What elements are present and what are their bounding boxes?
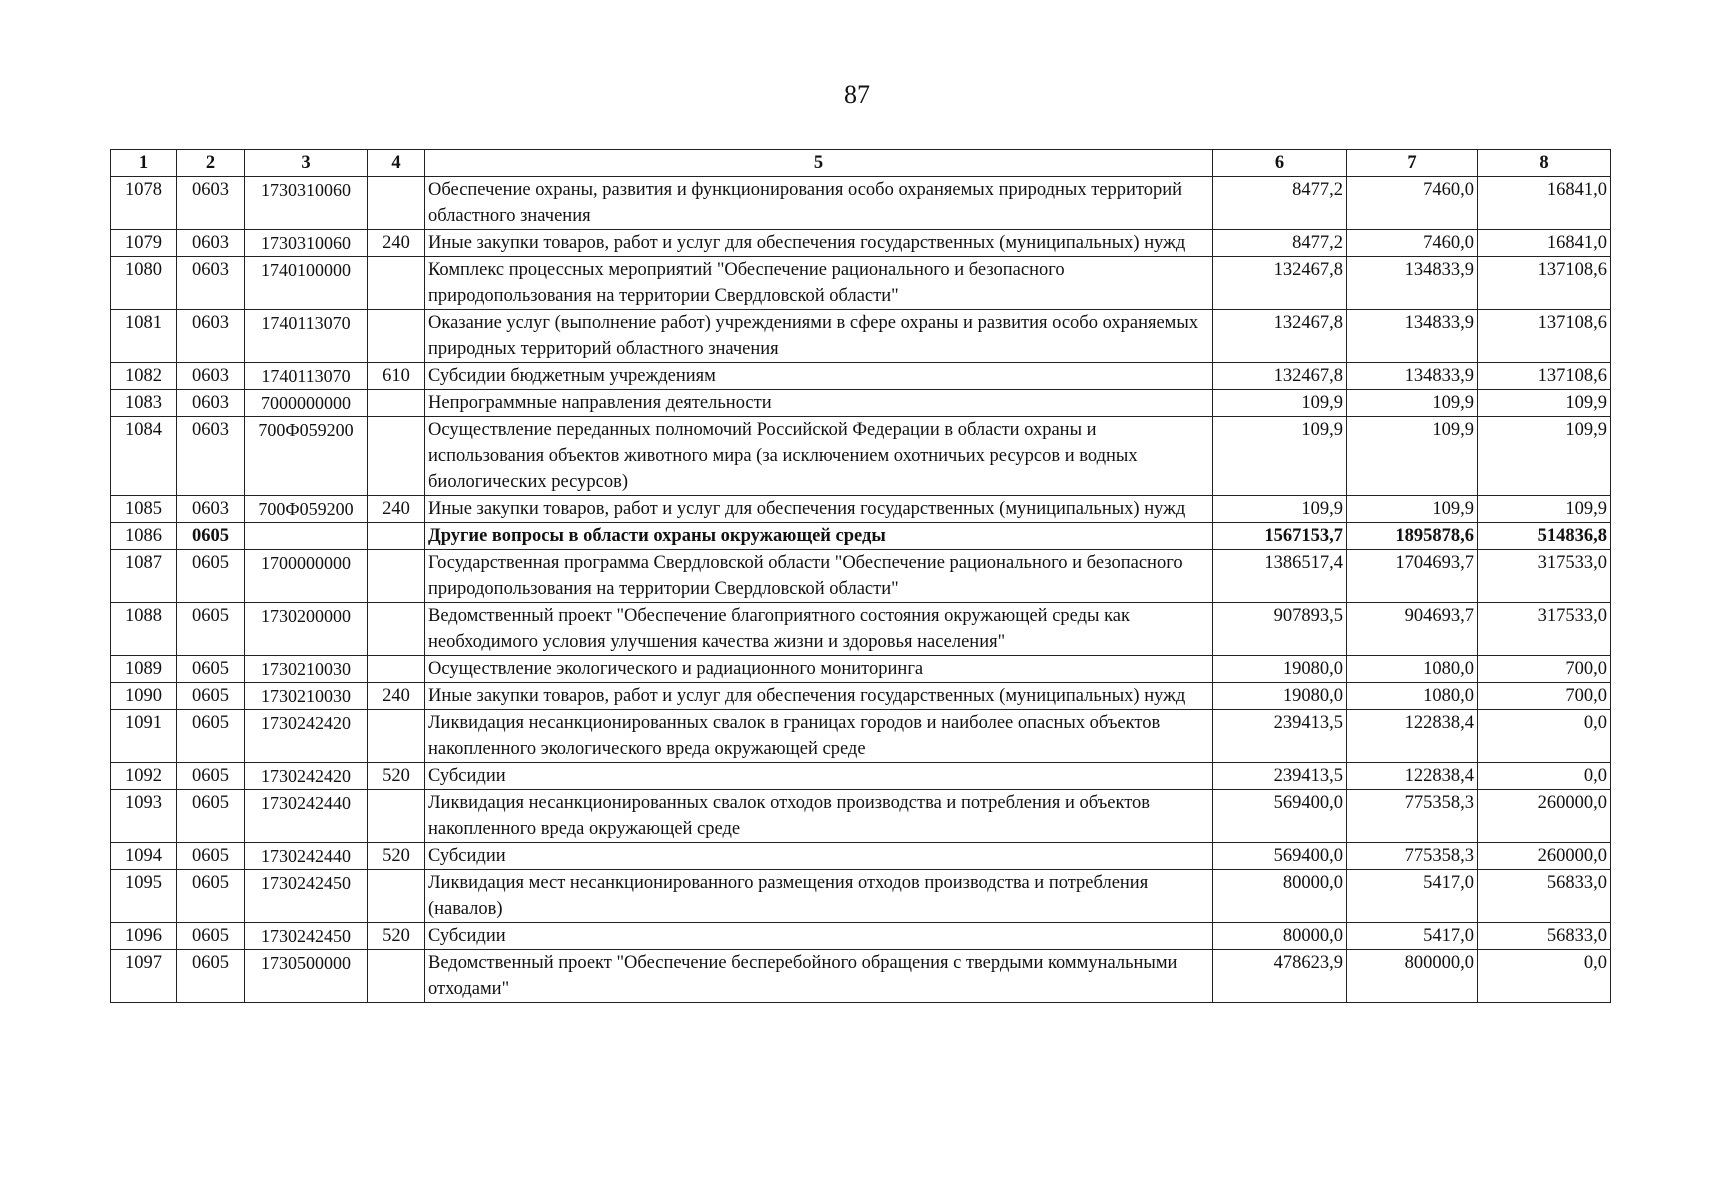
amount-column-7-cell: 7460,0 xyxy=(1347,177,1478,230)
amount-column-8-cell: 0,0 xyxy=(1478,763,1611,790)
target-article-cell: 1730242440 xyxy=(245,843,368,870)
row-number-cell: 1092 xyxy=(111,763,177,790)
amount-column-6-cell: 132467,8 xyxy=(1213,363,1347,390)
amount-column-7-cell: 134833,9 xyxy=(1347,310,1478,363)
target-article-cell: 7000000000 xyxy=(245,390,368,417)
amount-column-8-cell: 56833,0 xyxy=(1478,923,1611,950)
column-number-header: 7 xyxy=(1347,150,1478,177)
expense-type-cell xyxy=(368,550,425,603)
table-row xyxy=(111,417,1611,496)
table-row xyxy=(111,603,1611,656)
amount-column-7-cell: 904693,7 xyxy=(1347,603,1478,656)
table-row xyxy=(111,950,1611,1003)
target-article-cell: 700Ф059200 xyxy=(245,417,368,496)
expense-type-cell xyxy=(368,656,425,683)
column-number-header: 8 xyxy=(1478,150,1611,177)
column-number-header: 4 xyxy=(368,150,425,177)
row-number-cell: 1097 xyxy=(111,950,177,1003)
item-name-cell: Субсидии xyxy=(425,923,1213,950)
table-row xyxy=(111,923,1611,950)
item-name-cell: Субсидии xyxy=(425,763,1213,790)
amount-column-8-cell: 16841,0 xyxy=(1478,177,1611,230)
table-row xyxy=(111,656,1611,683)
amount-column-8-cell: 137108,6 xyxy=(1478,310,1611,363)
expense-type-cell xyxy=(368,417,425,496)
expense-type-cell xyxy=(368,177,425,230)
amount-column-6-cell: 239413,5 xyxy=(1213,763,1347,790)
amount-column-7-cell: 122838,4 xyxy=(1347,763,1478,790)
row-number-cell: 1088 xyxy=(111,603,177,656)
row-number-cell: 1089 xyxy=(111,656,177,683)
table-row xyxy=(111,870,1611,923)
item-name-cell: Ликвидация мест несанкционированного размещения отходов производства и потребления (навалов) xyxy=(425,870,1213,923)
item-name-cell: Субсидии xyxy=(425,843,1213,870)
amount-column-7-cell: 775358,3 xyxy=(1347,843,1478,870)
expense-type-cell: 240 xyxy=(368,496,425,523)
expense-type-cell xyxy=(368,523,425,550)
row-number-cell: 1083 xyxy=(111,390,177,417)
item-name-cell: Обеспечение охраны, развития и функционирования особо охраняемых природных территорий областного значения xyxy=(425,177,1213,230)
amount-column-7-cell: 109,9 xyxy=(1347,390,1478,417)
amount-column-6-cell: 907893,5 xyxy=(1213,603,1347,656)
table-row xyxy=(111,683,1611,710)
target-article-cell: 1730242420 xyxy=(245,763,368,790)
amount-column-6-cell: 80000,0 xyxy=(1213,870,1347,923)
item-name-cell: Ликвидация несанкционированных свалок в границах городов и наиболее опасных объектов накопленного экологического вреда окружающей среде xyxy=(425,710,1213,763)
budget-table xyxy=(110,149,1611,1003)
section-code-cell: 0605 xyxy=(177,870,245,923)
section-code-cell: 0605 xyxy=(177,656,245,683)
amount-column-6-cell: 239413,5 xyxy=(1213,710,1347,763)
amount-column-6-cell: 569400,0 xyxy=(1213,843,1347,870)
item-name-cell: Ведомственный проект "Обеспечение бесперебойного обращения с твердыми коммунальными отходами" xyxy=(425,950,1213,1003)
row-number-cell: 1082 xyxy=(111,363,177,390)
column-number-header: 3 xyxy=(245,150,368,177)
target-article-cell: 1730242440 xyxy=(245,790,368,843)
target-article-cell: 1730242450 xyxy=(245,923,368,950)
amount-column-7-cell: 5417,0 xyxy=(1347,870,1478,923)
item-name-cell: Осуществление экологического и радиационного мониторинга xyxy=(425,656,1213,683)
item-name-cell: Осуществление переданных полномочий Российской Федерации в области охраны и использования объектов животного мира (за исключением охотничьих ресурсов и водных биологических ресурсов) xyxy=(425,417,1213,496)
item-name-cell: Ликвидация несанкционированных свалок отходов производства и потребления и объектов накопленного вреда окружающей среде xyxy=(425,790,1213,843)
item-name-cell: Комплекс процессных мероприятий "Обеспечение рационального и безопасного природопользования на территории Свердловской области" xyxy=(425,257,1213,310)
amount-column-8-cell: 0,0 xyxy=(1478,710,1611,763)
section-code-cell: 0605 xyxy=(177,603,245,656)
amount-column-7-cell: 134833,9 xyxy=(1347,363,1478,390)
amount-column-7-cell: 5417,0 xyxy=(1347,923,1478,950)
table-row xyxy=(111,843,1611,870)
amount-column-8-cell: 0,0 xyxy=(1478,950,1611,1003)
row-number-cell: 1080 xyxy=(111,257,177,310)
column-number-header: 2 xyxy=(177,150,245,177)
expense-type-cell xyxy=(368,310,425,363)
amount-column-8-cell: 700,0 xyxy=(1478,683,1611,710)
row-number-cell: 1084 xyxy=(111,417,177,496)
table-row xyxy=(111,763,1611,790)
row-number-cell: 1081 xyxy=(111,310,177,363)
row-number-cell: 1086 xyxy=(111,523,177,550)
item-name-cell: Государственная программа Свердловской области "Обеспечение рационального и безопасного природопользования на территории Свердловской области" xyxy=(425,550,1213,603)
target-article-cell: 1740100000 xyxy=(245,257,368,310)
table-row xyxy=(111,310,1611,363)
amount-column-8-cell: 109,9 xyxy=(1478,496,1611,523)
column-number-header: 1 xyxy=(111,150,177,177)
amount-column-8-cell: 700,0 xyxy=(1478,656,1611,683)
target-article-cell: 1740113070 xyxy=(245,363,368,390)
amount-column-8-cell: 137108,6 xyxy=(1478,257,1611,310)
target-article-cell: 1730500000 xyxy=(245,950,368,1003)
amount-column-6-cell: 8477,2 xyxy=(1213,177,1347,230)
amount-column-7-cell: 1704693,7 xyxy=(1347,550,1478,603)
expense-type-cell xyxy=(368,390,425,417)
section-code-cell: 0603 xyxy=(177,310,245,363)
section-code-cell: 0605 xyxy=(177,843,245,870)
table-row xyxy=(111,363,1611,390)
item-name-cell: Другие вопросы в области охраны окружающей среды xyxy=(425,523,1213,550)
item-name-cell: Непрограммные направления деятельности xyxy=(425,390,1213,417)
amount-column-7-cell: 775358,3 xyxy=(1347,790,1478,843)
expense-type-cell: 520 xyxy=(368,763,425,790)
section-code-cell: 0605 xyxy=(177,950,245,1003)
amount-column-7-cell: 1080,0 xyxy=(1347,683,1478,710)
target-article-cell: 1730210030 xyxy=(245,656,368,683)
target-article-cell: 1730200000 xyxy=(245,603,368,656)
row-number-cell: 1091 xyxy=(111,710,177,763)
amount-column-8-cell: 260000,0 xyxy=(1478,843,1611,870)
target-article-cell: 1700000000 xyxy=(245,550,368,603)
item-name-cell: Иные закупки товаров, работ и услуг для обеспечения государственных (муниципальных) нужд xyxy=(425,496,1213,523)
item-name-cell: Иные закупки товаров, работ и услуг для обеспечения государственных (муниципальных) нужд xyxy=(425,683,1213,710)
expense-type-cell xyxy=(368,257,425,310)
amount-column-7-cell: 1080,0 xyxy=(1347,656,1478,683)
amount-column-6-cell: 132467,8 xyxy=(1213,310,1347,363)
row-number-cell: 1094 xyxy=(111,843,177,870)
amount-column-7-cell: 109,9 xyxy=(1347,496,1478,523)
item-name-cell: Субсидии бюджетным учреждениям xyxy=(425,363,1213,390)
section-code-cell: 0605 xyxy=(177,710,245,763)
row-number-cell: 1090 xyxy=(111,683,177,710)
table-row xyxy=(111,230,1611,257)
amount-column-6-cell: 478623,9 xyxy=(1213,950,1347,1003)
section-code-cell: 0603 xyxy=(177,363,245,390)
amount-column-8-cell: 109,9 xyxy=(1478,390,1611,417)
amount-column-6-cell: 109,9 xyxy=(1213,417,1347,496)
target-article-cell: 700Ф059200 xyxy=(245,496,368,523)
target-article-cell: 1740113070 xyxy=(245,310,368,363)
table-row xyxy=(111,790,1611,843)
table-row xyxy=(111,710,1611,763)
amount-column-8-cell: 16841,0 xyxy=(1478,230,1611,257)
amount-column-7-cell: 7460,0 xyxy=(1347,230,1478,257)
expense-type-cell: 520 xyxy=(368,843,425,870)
amount-column-7-cell: 109,9 xyxy=(1347,417,1478,496)
amount-column-8-cell: 137108,6 xyxy=(1478,363,1611,390)
amount-column-6-cell: 1386517,4 xyxy=(1213,550,1347,603)
amount-column-6-cell: 19080,0 xyxy=(1213,683,1347,710)
expense-type-cell xyxy=(368,603,425,656)
amount-column-7-cell: 1895878,6 xyxy=(1347,523,1478,550)
section-code-cell: 0605 xyxy=(177,923,245,950)
section-code-cell: 0605 xyxy=(177,790,245,843)
table-row xyxy=(111,550,1611,603)
row-number-cell: 1079 xyxy=(111,230,177,257)
table-body xyxy=(111,177,1611,1003)
column-number-header: 6 xyxy=(1213,150,1347,177)
row-number-cell: 1085 xyxy=(111,496,177,523)
amount-column-6-cell: 109,9 xyxy=(1213,390,1347,417)
amount-column-6-cell: 1567153,7 xyxy=(1213,523,1347,550)
amount-column-8-cell: 260000,0 xyxy=(1478,790,1611,843)
item-name-cell: Ведомственный проект "Обеспечение благоприятного состояния окружающей среды как необходимого условия улучшения качества жизни и здоровья населения" xyxy=(425,603,1213,656)
row-number-cell: 1095 xyxy=(111,870,177,923)
section-code-cell: 0605 xyxy=(177,683,245,710)
item-name-cell: Иные закупки товаров, работ и услуг для обеспечения государственных (муниципальных) нужд xyxy=(425,230,1213,257)
amount-column-6-cell: 80000,0 xyxy=(1213,923,1347,950)
expense-type-cell: 520 xyxy=(368,923,425,950)
expense-type-cell xyxy=(368,790,425,843)
table-row xyxy=(111,523,1611,550)
target-article-cell xyxy=(245,523,368,550)
table-row xyxy=(111,496,1611,523)
section-code-cell: 0603 xyxy=(177,177,245,230)
expense-type-cell: 240 xyxy=(368,683,425,710)
row-number-cell: 1087 xyxy=(111,550,177,603)
section-code-cell: 0605 xyxy=(177,523,245,550)
expense-type-cell xyxy=(368,710,425,763)
amount-column-7-cell: 122838,4 xyxy=(1347,710,1478,763)
amount-column-6-cell: 132467,8 xyxy=(1213,257,1347,310)
section-code-cell: 0603 xyxy=(177,390,245,417)
amount-column-7-cell: 800000,0 xyxy=(1347,950,1478,1003)
column-number-header: 5 xyxy=(425,150,1213,177)
amount-column-8-cell: 514836,8 xyxy=(1478,523,1611,550)
amount-column-8-cell: 317533,0 xyxy=(1478,550,1611,603)
amount-column-7-cell: 134833,9 xyxy=(1347,257,1478,310)
item-name-cell: Оказание услуг (выполнение работ) учреждениями в сфере охраны и развития особо охраняемых природных территорий областного значения xyxy=(425,310,1213,363)
target-article-cell: 1730242420 xyxy=(245,710,368,763)
expense-type-cell: 240 xyxy=(368,230,425,257)
table-row xyxy=(111,257,1611,310)
row-number-cell: 1078 xyxy=(111,177,177,230)
amount-column-8-cell: 56833,0 xyxy=(1478,870,1611,923)
amount-column-8-cell: 109,9 xyxy=(1478,417,1611,496)
row-number-cell: 1096 xyxy=(111,923,177,950)
section-code-cell: 0605 xyxy=(177,763,245,790)
expense-type-cell xyxy=(368,870,425,923)
section-code-cell: 0603 xyxy=(177,257,245,310)
target-article-cell: 1730210030 xyxy=(245,683,368,710)
target-article-cell: 1730310060 xyxy=(245,177,368,230)
section-code-cell: 0603 xyxy=(177,417,245,496)
amount-column-6-cell: 8477,2 xyxy=(1213,230,1347,257)
target-article-cell: 1730242450 xyxy=(245,870,368,923)
section-code-cell: 0603 xyxy=(177,230,245,257)
section-code-cell: 0603 xyxy=(177,496,245,523)
amount-column-6-cell: 109,9 xyxy=(1213,496,1347,523)
amount-column-8-cell: 317533,0 xyxy=(1478,603,1611,656)
column-number-header-row xyxy=(111,150,1611,177)
section-code-cell: 0605 xyxy=(177,550,245,603)
page-number: 87 xyxy=(844,80,870,109)
expense-type-cell: 610 xyxy=(368,363,425,390)
table-row xyxy=(111,177,1611,230)
table-row xyxy=(111,390,1611,417)
amount-column-6-cell: 19080,0 xyxy=(1213,656,1347,683)
expense-type-cell xyxy=(368,950,425,1003)
row-number-cell: 1093 xyxy=(111,790,177,843)
target-article-cell: 1730310060 xyxy=(245,230,368,257)
amount-column-6-cell: 569400,0 xyxy=(1213,790,1347,843)
